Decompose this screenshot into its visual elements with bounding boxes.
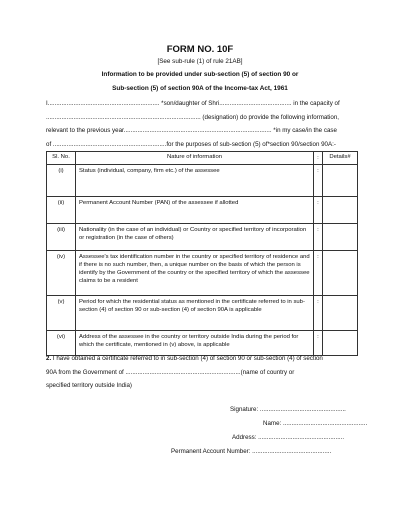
form-title: FORM NO. 10F [166, 44, 234, 55]
intro-line: of ..................................................................for the purposes of sub-section (5) of*section 90/section 90A:- [46, 140, 336, 148]
name-line: Name: ................................................. [263, 420, 368, 427]
row-details[interactable] [323, 251, 358, 296]
form-heading-line2: Sub-section (5) of section 90A of the Income-tax Act, 1961 [112, 85, 288, 92]
row-details[interactable] [323, 224, 358, 251]
row-colon: : [314, 197, 323, 224]
row-number: (i) [47, 165, 76, 197]
information-table [46, 151, 358, 356]
header-colon: : [314, 152, 323, 165]
header-sl-no: Sl. No. [47, 152, 76, 165]
row-number: (iii) [47, 224, 76, 251]
address-line: Address: .................................................. [232, 434, 345, 441]
declaration-number: 2. [46, 355, 52, 362]
table-row [47, 165, 358, 197]
intro-paragraph [46, 97, 358, 151]
header-details: Details# [323, 152, 358, 165]
row-nature: Address of the assessee in the country or territory outside India during the period for which the certificate, mentioned in (v) above, is applicable [76, 331, 314, 356]
declaration-line [46, 352, 358, 366]
declaration-line: 90A from the Government of ...................................................................(name of country or [46, 368, 295, 376]
signature-line: Signature: .................................................. [230, 406, 346, 413]
table-row [47, 251, 358, 296]
row-nature: Assessee's tax identification number in the country or specified territory of residence and if there is no such number, then, a unique number on the basis of which the person is identify by the Government of the country or the specified territory of which the assessee claims to be a resident [76, 251, 314, 296]
intro-line: .......................................................................................... (designation) do provide the following information, [46, 113, 339, 121]
row-details[interactable] [323, 197, 358, 224]
declaration-line: specified territory outside India) [46, 382, 132, 390]
row-details[interactable] [323, 165, 358, 197]
row-nature: Status (individual, company, firm etc.) of the assessee [76, 165, 314, 197]
intro-line: relevant to the previous year...................................................................................... *in my case/in the case [46, 127, 337, 135]
row-colon: : [314, 224, 323, 251]
pan-line: Permanent Account Number: .............................................. [171, 448, 332, 455]
header-nature: Nature of information [76, 152, 314, 165]
row-colon: : [314, 296, 323, 331]
row-number: (iv) [47, 251, 76, 296]
row-colon: : [314, 251, 323, 296]
intro-line: I................................................................. *son/daughter of Shri.......................................... in the capacity of [46, 100, 340, 107]
table-row [47, 296, 358, 331]
row-nature: Nationality (in the case of an individual) or Country or specified territory of incorporation or registration (in the case of others) [76, 224, 314, 251]
row-colon: : [314, 331, 323, 356]
row-number: (ii) [47, 197, 76, 224]
row-colon: : [314, 165, 323, 197]
row-nature: Period for which the residential status as mentioned in the certificate referred to in sub-section (4) of section 90 or sub-section (4) of section 90A is applicable [76, 296, 314, 331]
row-details[interactable] [323, 296, 358, 331]
table-row [47, 224, 358, 251]
declaration-text: I have obtained a certificate referred to in sub-section (4) of section 90 or sub-section (4) of section [51, 355, 323, 362]
form-heading-line1: Information to be provided under sub-section (5) of section 90 or [101, 71, 299, 78]
table-header-row [47, 152, 358, 165]
form-subtitle: [See sub-rule (1) of rule 21AB] [157, 58, 243, 65]
row-number: (v) [47, 296, 76, 331]
row-nature: Permanent Account Number (PAN) of the assessee if allotted [76, 197, 314, 224]
table-row [47, 197, 358, 224]
declaration-paragraph [46, 352, 358, 393]
row-number: (vi) [47, 331, 76, 356]
